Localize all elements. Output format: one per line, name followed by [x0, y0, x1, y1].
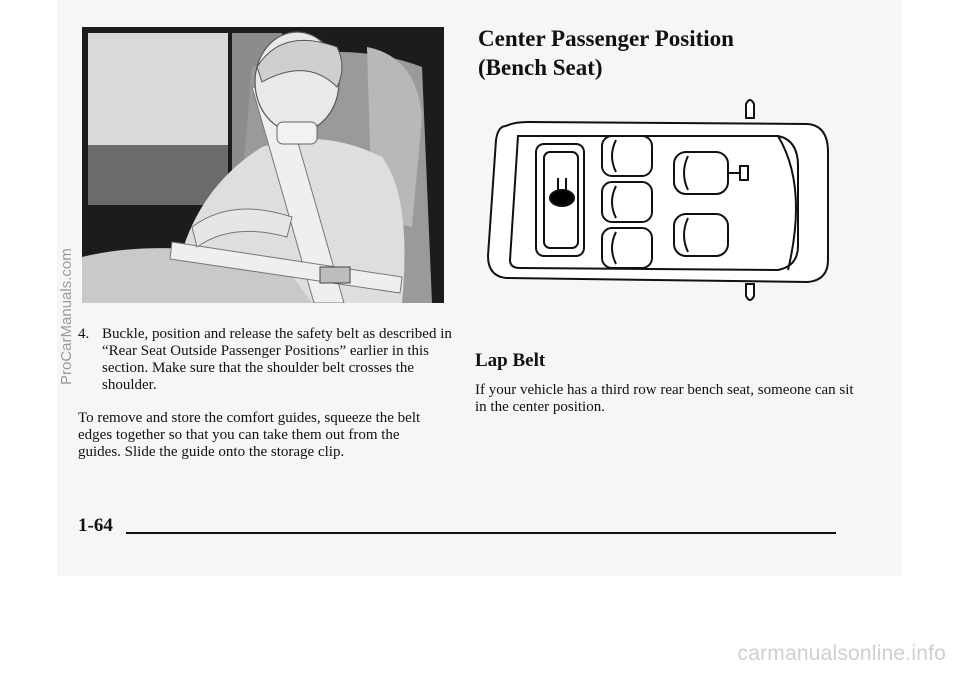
instruction-step — [78, 326, 458, 394]
footer-rule — [126, 532, 836, 534]
section-title-line1: Center Passenger Position — [478, 26, 734, 51]
watermark-text: ProCarManuals.com — [58, 248, 75, 385]
lap-belt-text: If your vehicle has a third row rear bench seat, someone can sit in the center position. — [475, 382, 854, 415]
section-title-line2: (Bench Seat) — [478, 55, 603, 80]
lap-belt-heading: Lap Belt — [475, 350, 546, 371]
watermark-container — [58, 248, 75, 585]
step-text: Buckle, position and release the safety belt as described in “Rear Seat Outside Passenger Positions” earlier in this section. Make sure that the shoulder belt crosses the shoulder. — [102, 326, 452, 393]
footer-brand: carmanualsonline.info — [737, 642, 946, 665]
child-seatbelt-illustration — [82, 27, 444, 303]
step-number: 4. — [78, 326, 90, 342]
page-number: 1-64 — [78, 515, 113, 536]
section-title — [478, 24, 734, 82]
vehicle-seating-diagram — [478, 96, 838, 306]
storage-instructions: To remove and store the comfort guides, squeeze the belt edges together so that you can take them out from the guides. Slide the guide onto the storage clip. — [78, 410, 421, 460]
